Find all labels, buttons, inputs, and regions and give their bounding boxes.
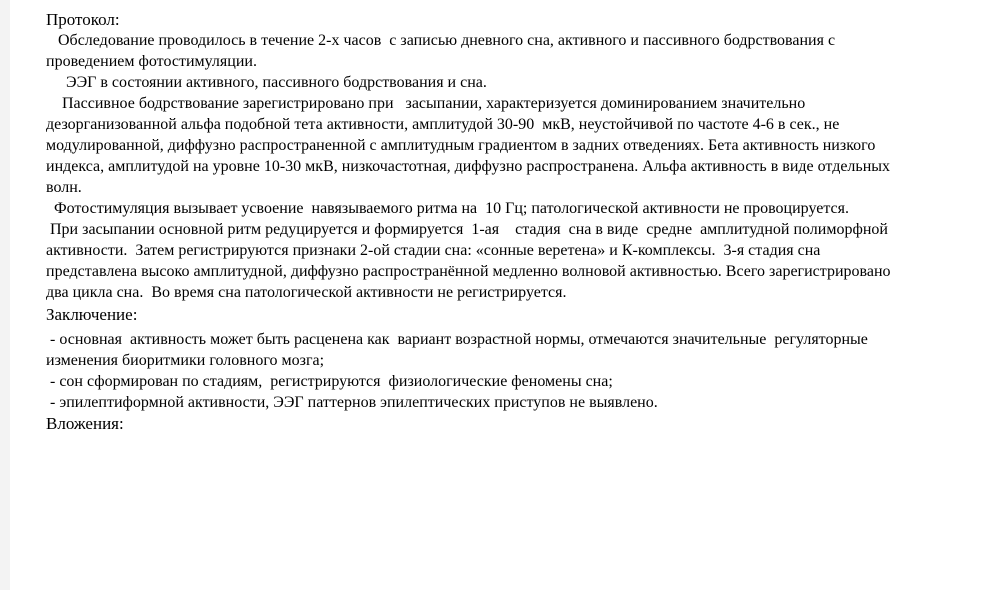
text-line: Пассивное бодрствование зарегистрировано при засыпании, характеризуется доминированием значительно (46, 95, 806, 112)
text-line: индекса, амплитудой на уровне 10-30 мкВ, низкочастотная, диффузно распространена. Альфа активность в виде отдельных (46, 158, 891, 175)
text-line: - сон сформирован по стадиям, регистрируются физиологические феномены сна; (46, 373, 613, 390)
protocol-paragraph (46, 93, 981, 198)
conclusion-section (46, 329, 981, 413)
text-line: проведением фотостимуляции. (46, 53, 257, 70)
text-line: изменения биоритмики головного мозга; (46, 352, 325, 369)
text-line: - основная активность может быть расценена как вариант возрастной нормы, отмечаются значительные регуляторные (46, 331, 868, 348)
text-line: модулированной, диффузно распространенной с амплитудным градиентом в задних отведениях. Бета активность низкого (46, 137, 876, 154)
protocol-paragraph (46, 198, 981, 219)
left-margin-strip (0, 0, 10, 590)
text-line: Обследование проводилось в течение 2-х часов с записью дневного сна, активного и пассивного бодрствования с (46, 32, 836, 49)
text-line: представлена высоко амплитудной, диффузно распространённой медленно волновой активностью. Всего зарегистрировано (46, 263, 891, 280)
text-line: активности. Затем регистрируются признаки 2-ой стадии сна: «сонные веретена» и К-комплексы. 3-я стадия сна (46, 242, 821, 259)
text-line: - эпилептиформной активности, ЭЭГ паттернов эпилептических приступов не выявлено. (46, 394, 658, 411)
protocol-section (46, 30, 981, 303)
protocol-heading: Протокол: (46, 10, 120, 29)
conclusion-heading: Заключение: (46, 305, 138, 324)
attachments-heading: Вложения: (46, 414, 124, 433)
conclusion-item (46, 329, 981, 371)
protocol-paragraph (46, 219, 981, 303)
protocol-paragraph (46, 30, 981, 72)
text-line: ЭЭГ в состоянии активного, пассивного бодрствования и сна. (46, 74, 487, 91)
text-line: дезорганизованной альфа подобной тета активности, амплитудой 30-90 мкВ, неустойчивой по частоте 4-6 в сек., не (46, 116, 840, 133)
conclusion-item (46, 392, 981, 413)
conclusion-item (46, 371, 981, 392)
document-body (46, 9, 981, 434)
text-line: Фотостимуляция вызывает усвоение навязываемого ритма на 10 Гц; патологической активности не провоцируется. (46, 200, 849, 217)
protocol-paragraph (46, 72, 981, 93)
text-line: два цикла сна. Во время сна патологической активности не регистрируется. (46, 284, 567, 301)
text-line: волн. (46, 179, 82, 196)
text-line: При засыпании основной ритм редуцируется и формируется 1-ая стадия сна в виде средне амплитудной полиморфной (46, 221, 888, 238)
